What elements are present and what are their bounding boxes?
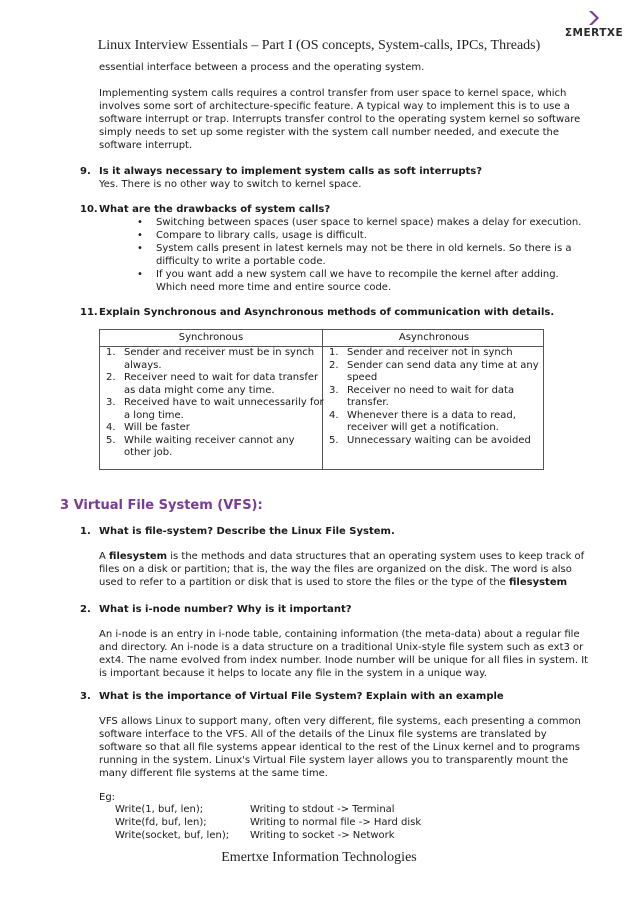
table-item-number: 3.	[329, 384, 339, 396]
table-cell-text: Whenever there is a data to read,	[347, 409, 516, 421]
q9-answer: Yes. There is no other way to switch to kernel space.	[99, 179, 362, 190]
table-header-synchronous: Synchronous	[178, 332, 244, 343]
table-cell-text: While waiting receiver cannot any	[124, 434, 295, 446]
table-cell-text: Unnecessary waiting can be avoided	[347, 434, 531, 446]
table-cell-text: Received have to wait unnecessarily for	[124, 397, 324, 408]
table-item-number: 5.	[329, 434, 339, 446]
vfs-q2-question: What is i-node number? Why is it important?	[99, 604, 352, 615]
vfs-q3-line: running in the system. Linux's Virtual File system layer allows you to transparently mount the	[99, 755, 569, 766]
table-cell-text: receiver will get a notification.	[347, 422, 499, 433]
table-cell-text: other job.	[124, 447, 173, 458]
q11-question: Explain Synchronous and Asynchronous methods of communication with details.	[99, 307, 555, 318]
table-item-number: 5.	[106, 434, 116, 446]
example-desc: Writing to stdout -> Terminal	[250, 804, 395, 815]
table-item-number: 1.	[329, 347, 339, 358]
page-header-title: Linux Interview Essentials – Part I (OS concepts, System-calls, IPCs, Threads)	[97, 38, 541, 53]
vfs-q3-line: software interface to the VFS. All of the details of the Linux file systems are translated by	[99, 729, 547, 740]
table-cell-text: as data might come any time.	[124, 384, 275, 396]
q10-bullet: Switching between spaces (user space to kernel space) makes a delay for execution.	[156, 217, 582, 228]
example-call: Write(1, buf, len);	[115, 804, 204, 815]
table-cell-text: Sender and receiver must be in synch	[124, 347, 315, 358]
example-desc: Writing to normal file -> Hard disk	[250, 817, 422, 828]
vfs-q1-line: A filesystem is the methods and data structures that an operating system uses to keep track of	[99, 551, 585, 562]
vfs-q3-number: 3.	[80, 691, 91, 702]
table-item-number: 2.	[106, 372, 116, 383]
vfs-q2-line: ext4. The name evolved from index number. Inode number will be unique for all files in system. It	[99, 655, 589, 666]
intro-para-line: Implementing system calls requires a control transfer from user space to kernel space, which	[99, 88, 567, 99]
q9-number: 9.	[80, 166, 91, 177]
q10-question: What are the drawbacks of system calls?	[99, 204, 331, 215]
table-cell-text: Sender and receiver not in synch	[347, 347, 513, 358]
vfs-q1-question: What is file-system? Describe the Linux File System.	[99, 526, 395, 537]
vfs-q3-line: VFS allows Linux to support many, often very different, file systems, each presenting a common	[99, 716, 581, 727]
intro-para-line: involves some sort of architecture-specific feature. A typical way to implement this is to use a	[99, 101, 570, 112]
q10-bullet-cont: Which need more time and entire source code.	[156, 282, 392, 293]
table-item-number: 1.	[106, 347, 116, 358]
example-call: Write(socket, buf, len);	[115, 830, 230, 841]
vfs-q2-number: 2.	[80, 604, 91, 615]
intro-para-line: software interrupt.	[99, 140, 193, 151]
table-cell-text: Receiver need to wait for data transfer	[124, 372, 319, 383]
vfs-q3-question: What is the importance of Virtual File System? Explain with an example	[99, 691, 504, 702]
bullet-icon: •	[137, 269, 143, 280]
table-cell-text: Receiver no need to wait for data	[347, 384, 515, 396]
table-item-number: 3.	[106, 397, 116, 408]
bullet-icon: •	[137, 217, 143, 228]
q11-number: 11.	[80, 307, 98, 318]
logo-wordmark: ƩMERTXE	[564, 27, 624, 39]
example-call: Write(fd, buf, len);	[115, 817, 207, 828]
page-footer: Emertxe Information Technologies	[221, 850, 417, 865]
table-item-number: 4.	[329, 409, 339, 421]
q10-bullet: If you want add a new system call we have to recompile the kernel after adding.	[156, 269, 559, 280]
q9-question: Is it always necessary to implement system calls as soft interrupts?	[99, 166, 483, 177]
vfs-q3-line: many different file systems at the same time.	[99, 768, 328, 779]
q10-bullet: System calls present in latest kernels may not be there in old kernels. So there is a	[156, 243, 572, 254]
vfs-q2-line: An i-node is an entry in i-node table, containing information (the meta-data) about a regular file	[99, 629, 580, 640]
q10-bullet: Compare to library calls, usage is difficult.	[156, 230, 367, 241]
emertxe-logo	[564, 10, 624, 39]
intro-para-line: simply needs to set up some register with the system call number needed, and execute the	[99, 127, 559, 138]
section-title-vfs: 3 Virtual File System (VFS):	[60, 498, 263, 513]
q10-bullet-cont: difficulty to write a portable code.	[156, 256, 326, 267]
intro-line: essential interface between a process and the operating system.	[99, 62, 425, 73]
table-cell-text: Sender can send data any time at any	[347, 359, 539, 371]
table-header-asynchronous: Asynchronous	[398, 332, 470, 343]
table-item-number: 2.	[329, 359, 339, 371]
vfs-q1-line: used to refer to a partition or disk that is used to store the files or the type of the filesystem	[99, 577, 568, 588]
example-label: Eg:	[99, 792, 116, 803]
bullet-icon: •	[137, 243, 143, 254]
chevron-logo-icon	[587, 10, 601, 26]
table-cell-text: Will be faster	[124, 422, 190, 433]
intro-para-line: software interrupt or trap. Interrupts transfer control to the operating system kernel so software	[99, 114, 581, 125]
table-item-number: 4.	[106, 422, 116, 433]
table-cell-text: always.	[124, 359, 162, 371]
vfs-q2-line: is important because it helps to locate any file in the system in a unique way.	[99, 668, 487, 679]
example-desc: Writing to socket -> Network	[250, 830, 395, 841]
table-cell-text: transfer.	[347, 397, 389, 408]
comparison-table	[99, 329, 544, 470]
bullet-icon: •	[137, 230, 143, 241]
vfs-q1-number: 1.	[80, 526, 91, 537]
table-cell-text: speed	[347, 372, 378, 383]
q10-number: 10.	[80, 204, 98, 215]
vfs-q1-line: files on a disk or partition; that is, the way the files are organized on the disk. The word is also	[99, 564, 572, 575]
vfs-q2-line: and directory. An i-node is a data structure on a traditional Unix-style file system such as ext3 or	[99, 642, 584, 653]
table-cell-text: a long time.	[124, 409, 184, 421]
vfs-q3-line: software so that all file systems appear identical to the rest of the Linux kernel and to programs	[99, 742, 580, 753]
